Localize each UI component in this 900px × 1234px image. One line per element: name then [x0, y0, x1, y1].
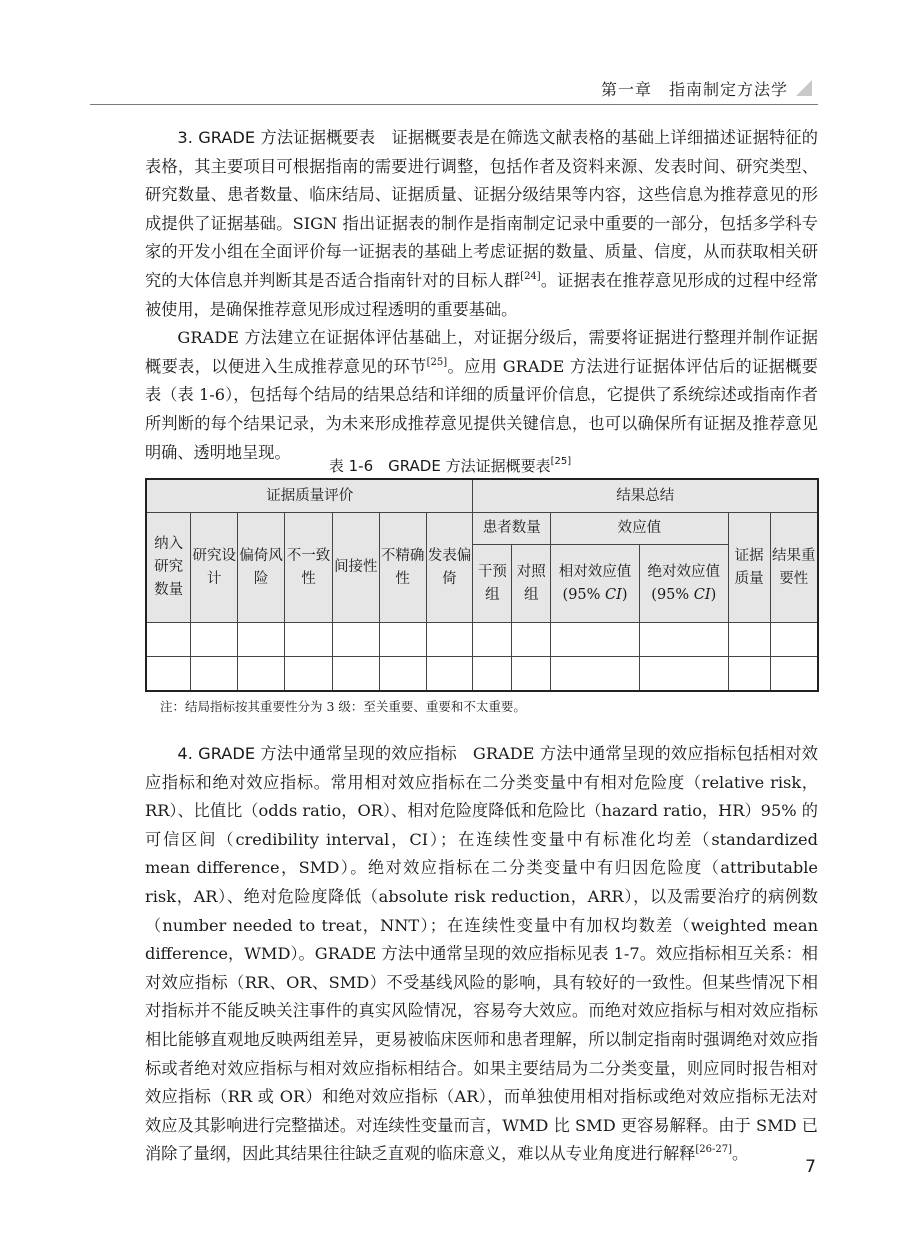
header-number-of-studies: 纳入研究数量 [146, 513, 191, 623]
ci-prefix: (95% [651, 586, 694, 603]
section-4-text-end: 。 [732, 1144, 749, 1164]
section-3-text-end: 。证据表在推荐意见形成的过程中经常被使用，是确保推荐意见形成过程透明的重要基础。 [145, 270, 819, 319]
table-row [146, 623, 818, 657]
ci-suffix: ) [710, 586, 717, 603]
ci-italic: CI [693, 586, 711, 603]
header-absolute-effect [639, 545, 728, 623]
ci-prefix: (95% [562, 586, 606, 603]
section-3 [145, 124, 818, 467]
header-intervention-group: 干预组 [473, 545, 512, 623]
section-3-text: 证据概要表是在筛选文献表格的基础上详细描述证据特征的表格，其主要项目可根据指南的需要进行调整，包括作者及资料来源、发表时间、研究类型、研究数量、患者数量、临床结局、证据质量、证据分级结果等内容，这些信息为推荐意见的形成提供了证据基础。SIGN 指出证据表的制作是指南制定记录中重要的一部分，包括多学科专家的开发小组在全面评价每一证据表的基础上考虑证据的数量、质量、信度，从而获取相关研究的大体信息并判断其是否适合指南针对的目标人群 [145, 128, 818, 290]
chapter-title: 第一章 指南制定方法学 [600, 79, 788, 99]
table-row [146, 657, 818, 691]
citation: [24] [520, 270, 541, 282]
section-3-heading: 3. GRADE 方法证据概要表 [177, 128, 376, 147]
header-summary-of-findings: 结果总结 [473, 479, 818, 513]
citation: [25] [426, 356, 448, 368]
header-number-of-patients: 患者数量 [473, 513, 551, 545]
header-inconsistency: 不一致性 [285, 513, 333, 623]
running-header [601, 74, 812, 102]
table-note: 注：结局指标按其重要性分为 3 级：至关重要、重要和不太重要。 [160, 699, 526, 714]
header-rule [90, 104, 818, 105]
section-3-p2-text-end: 。应用 GRADE 方法进行证据体评估后的证据概要表（表 1-6），包括每个结局的结果总结和详细的质量评价信息，它提供了系统综述或指南作者所判断的每个结果记录，为未来形成推荐意见提供关键信息，也可以确保所有证据及推荐意见明确、透明地呈现。 [145, 356, 818, 462]
table-caption [0, 455, 900, 476]
relative-effect-label: 相对效应值 [558, 563, 632, 580]
section-3-p2-text: GRADE 方法建立在证据体评估基础上，对证据分级后，需要将证据进行整理并制作证据概要表，以便进入生成推荐意见的环节 [145, 328, 818, 376]
ci-suffix: ) [621, 586, 628, 603]
header-indirectness: 间接性 [332, 513, 379, 623]
header-imprecision: 不精确性 [379, 513, 426, 623]
header-quality-assessment: 证据质量评价 [146, 479, 473, 513]
section-4-paragraph [145, 740, 818, 1169]
table-caption-text: 表 1-6 GRADE 方法证据概要表 [328, 457, 551, 475]
section-3-paragraph-1 [145, 124, 818, 324]
citation: [25] [550, 456, 572, 467]
header-effect: 效应值 [551, 513, 729, 545]
header-quality: 证据质量 [728, 513, 770, 623]
section-3-paragraph-2 [145, 324, 818, 467]
section-4-heading: 4. GRADE 方法中通常呈现的效应指标 [177, 744, 457, 763]
corner-triangle-decoration [796, 80, 812, 96]
ci-italic: CI [605, 586, 622, 603]
header-relative-effect [551, 545, 640, 623]
header-study-design: 研究设计 [191, 513, 238, 623]
header-risk-of-bias: 偏倚风险 [238, 513, 285, 623]
absolute-effect-label: 绝对效应值 [647, 563, 721, 580]
evidence-profile-table [145, 478, 819, 692]
header-publication-bias: 发表偏倚 [426, 513, 473, 623]
header-importance: 结果重要性 [770, 513, 818, 623]
section-4-text: GRADE 方法中通常呈现的效应指标包括相对效应指标和绝对效应指标。常用相对效应指标在二分类变量中有相对危险度（relative risk，RR）、比值比（odds ratio，OR）、相对危险度降低和危险比（hazard ratio，HR）95% 的可信区间（credibility interval，CI）；在连续性变量中有标准化均差（standardized mean difference，SMD）。绝对效应指标在二分类变量中有归因危险度（attributable risk，AR）、绝对危险度降低（absolute risk reduction，ARR），以及需要治疗的病例数（number needed to treat，NNT）；在连续性变量中有加权均数差（weighted mean difference，WMD）。GRADE 方法中通常呈现的效应指标见表 1-7。效应指标相互关系：相对效应指标（RR、OR、SMD）不受基线风险的影响，具有较好的一致性。但某些情况下相对指标并不能反映关注事件的真实风险情况，容易夸大效应。而绝对效应指标与相对效应指标相比能够直观地反映两组差异，更易被临床医师和患者理解，所以制定指南时强调绝对效应指标或者绝对效应指标与相对效应指标相结合。如果主要结局为二分类变量，则应同时报告相对效应指标（RR 或 OR）和绝对效应指标（AR），而单独使用相对指标或绝对效应指标无法对效应及其影响进行完整描述。对连续性变量而言，WMD 比 SMD 更容易解释。由于 SMD 已消除了量纲，因此其结果往往缺乏直观的临床意义，难以从专业角度进行解释 [145, 744, 818, 1164]
page-number: 7 [805, 1157, 816, 1177]
section-4 [145, 740, 818, 1169]
citation: [26-27] [695, 1144, 733, 1156]
header-control-group: 对照组 [512, 545, 551, 623]
